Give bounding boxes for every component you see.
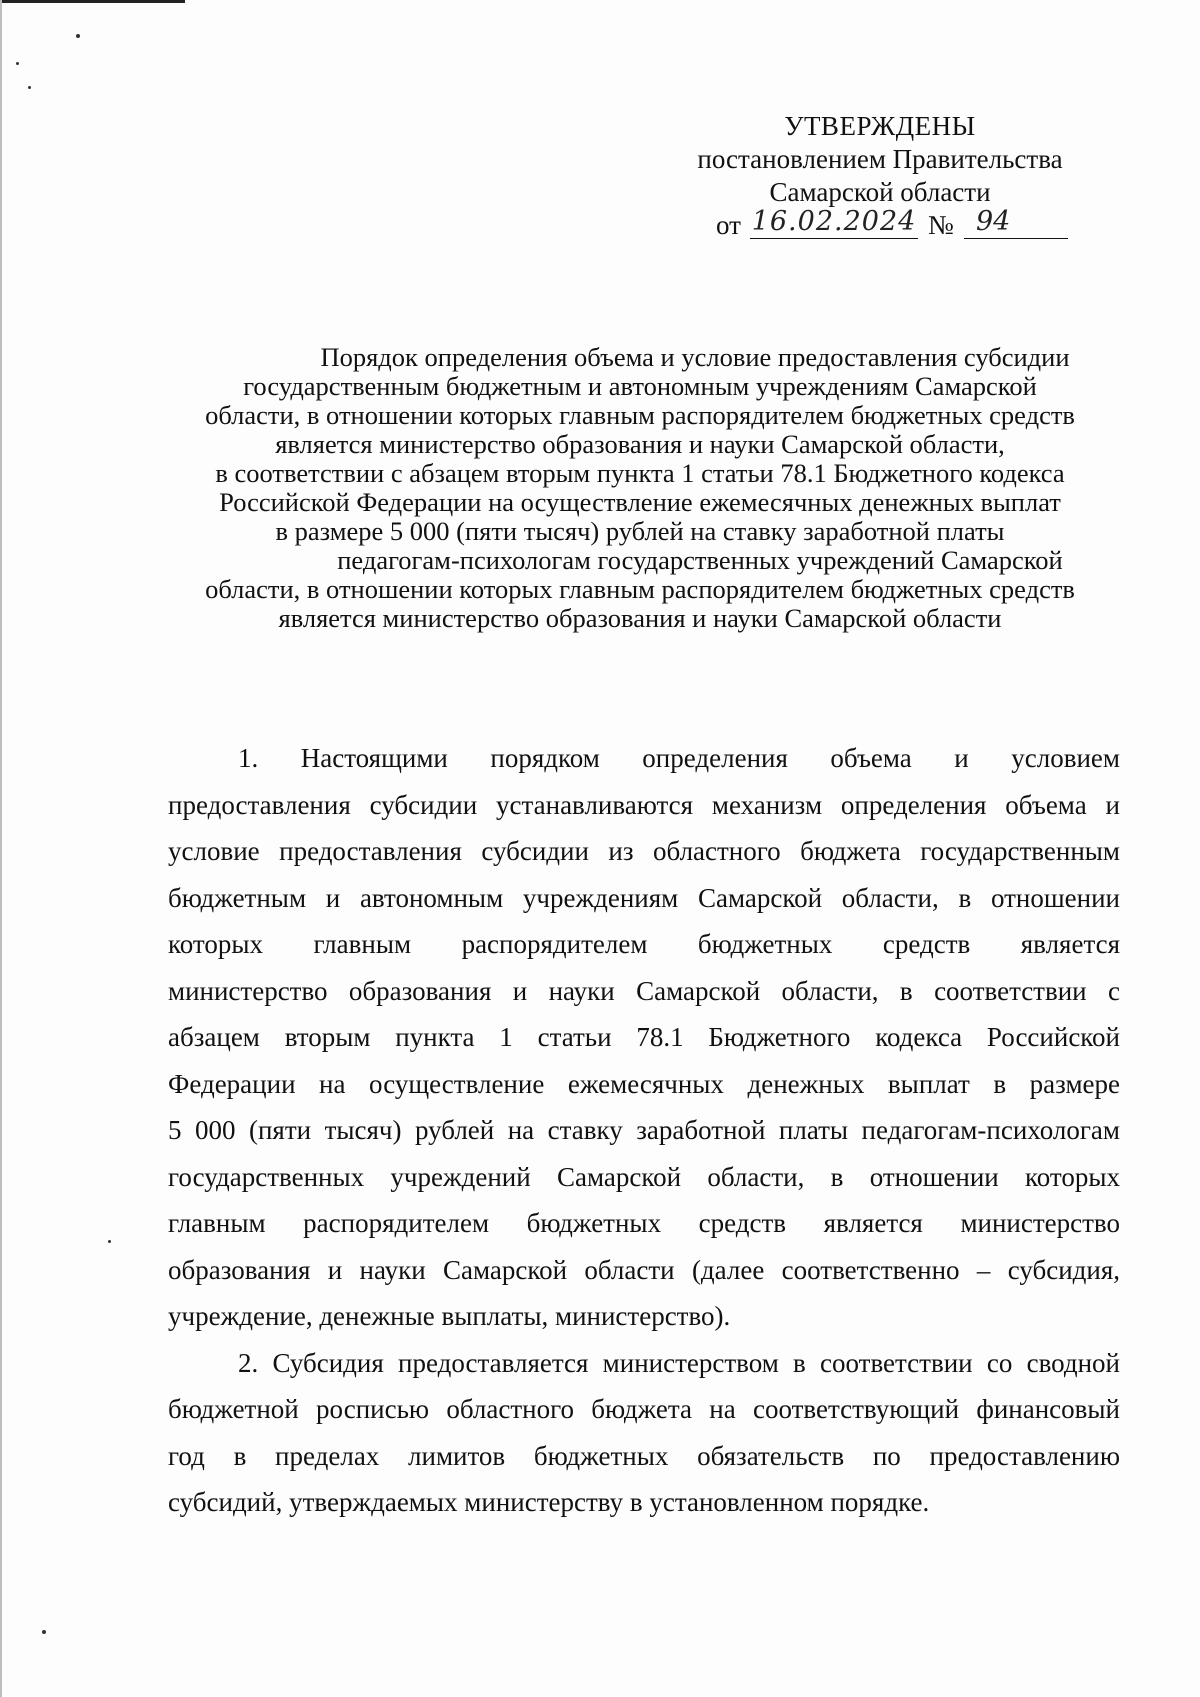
approval-heading: УТВЕРЖДЕНЫ (784, 111, 976, 141)
paragraph-line: 1. Настоящими порядком определения объема и условием (238, 743, 1120, 773)
paragraph-1 (168, 735, 1120, 1340)
paragraph-line: которых главным распорядителем бюджетных средств является (168, 929, 1120, 959)
scan-speck (108, 1240, 111, 1243)
paragraph-line: год в пределах лимитов бюджетных обязательств по предоставлению (168, 1440, 1120, 1471)
scan-speck (76, 34, 80, 38)
paragraph-line: бюджетной росписью областного бюджета на соответствующий финансовый (168, 1394, 1120, 1424)
scan-artifact-line (0, 0, 185, 3)
paragraph-line: абзацем вторым пункта 1 статьи 78.1 Бюджетного кодекса Российской (168, 1022, 1120, 1052)
paragraph-line: условие предоставления субсидии из областного бюджета государственным (168, 836, 1120, 866)
date-prefix: от (716, 210, 741, 240)
number-sign: № (928, 210, 954, 240)
handwritten-number: 94 (964, 205, 1068, 239)
paragraph-line: образования и науки Самарской области (далее соответственно – субсидия, (168, 1254, 1120, 1285)
title-line: области, в отношении которых главным распорядителем бюджетных средств (205, 574, 1075, 604)
approval-line-1: постановлением Правительства (697, 144, 1063, 174)
title-line: Порядок определения объема и условие предоставления субсидии (320, 342, 1070, 372)
handwritten-date: 16.02.2024 (751, 206, 917, 237)
paragraph-line: учреждение, денежные выплаты, министерство). (168, 1301, 731, 1331)
title-line: области, в отношении которых главным распорядителем бюджетных средств (205, 400, 1075, 430)
paragraph-line: 5 000 (пяти тысяч) рублей на ставку заработной платы педагогам-психологам (168, 1115, 1120, 1145)
paragraph-line: государственных учреждений Самарской области, в отношении которых (168, 1161, 1120, 1192)
title-line: Российской Федерации на осуществление ежемесячных денежных выплат (219, 487, 1061, 517)
title-line: педагогам-психологам государственных учреждений Самарской (337, 545, 1063, 575)
paragraph-line: министерство образования и науки Самарской области, в соответствии с (168, 975, 1120, 1006)
paragraph-line: Федерации на осуществление ежемесячных денежных выплат в размере (168, 1068, 1120, 1099)
paragraph-line: бюджетным и автономным учреждениям Самарской области, в отношении (168, 882, 1120, 913)
paragraph-line: субсидий, утверждаемых министерству в установленном порядке. (168, 1487, 930, 1517)
document-body (168, 735, 1120, 1526)
title-line: в соответствии с абзацем вторым пункта 1 статьи 78.1 Бюджетного кодекса (215, 458, 1065, 488)
paragraph-line: 2. Субсидия предоставляется министерством в соответствии со сводной (238, 1347, 1120, 1378)
title-line: в размере 5 000 (пяти тысяч) рублей на ставку заработной платы (275, 516, 1005, 546)
scan-speck (42, 1630, 46, 1634)
title-line: государственным бюджетным и автономным учреждениям Самарской (243, 371, 1037, 401)
approval-block (660, 110, 1100, 247)
title-line: является министерство образования и науки Самарской области (278, 603, 1002, 633)
approval-line-2: Самарской области (769, 177, 991, 207)
paragraph-2 (168, 1340, 1120, 1526)
approval-date-line (660, 206, 1100, 247)
paragraph-line: предоставления субсидии устанавливаются механизм определения объема и (168, 789, 1120, 820)
document-title (160, 343, 1120, 633)
title-line: является министерство образования и науки Самарской области, (275, 429, 1005, 459)
scan-speck (16, 62, 19, 65)
scan-speck (28, 86, 31, 89)
paragraph-line: главным распорядителем бюджетных средств является министерство (168, 1208, 1120, 1238)
scan-artifact-edge (0, 0, 2, 1697)
